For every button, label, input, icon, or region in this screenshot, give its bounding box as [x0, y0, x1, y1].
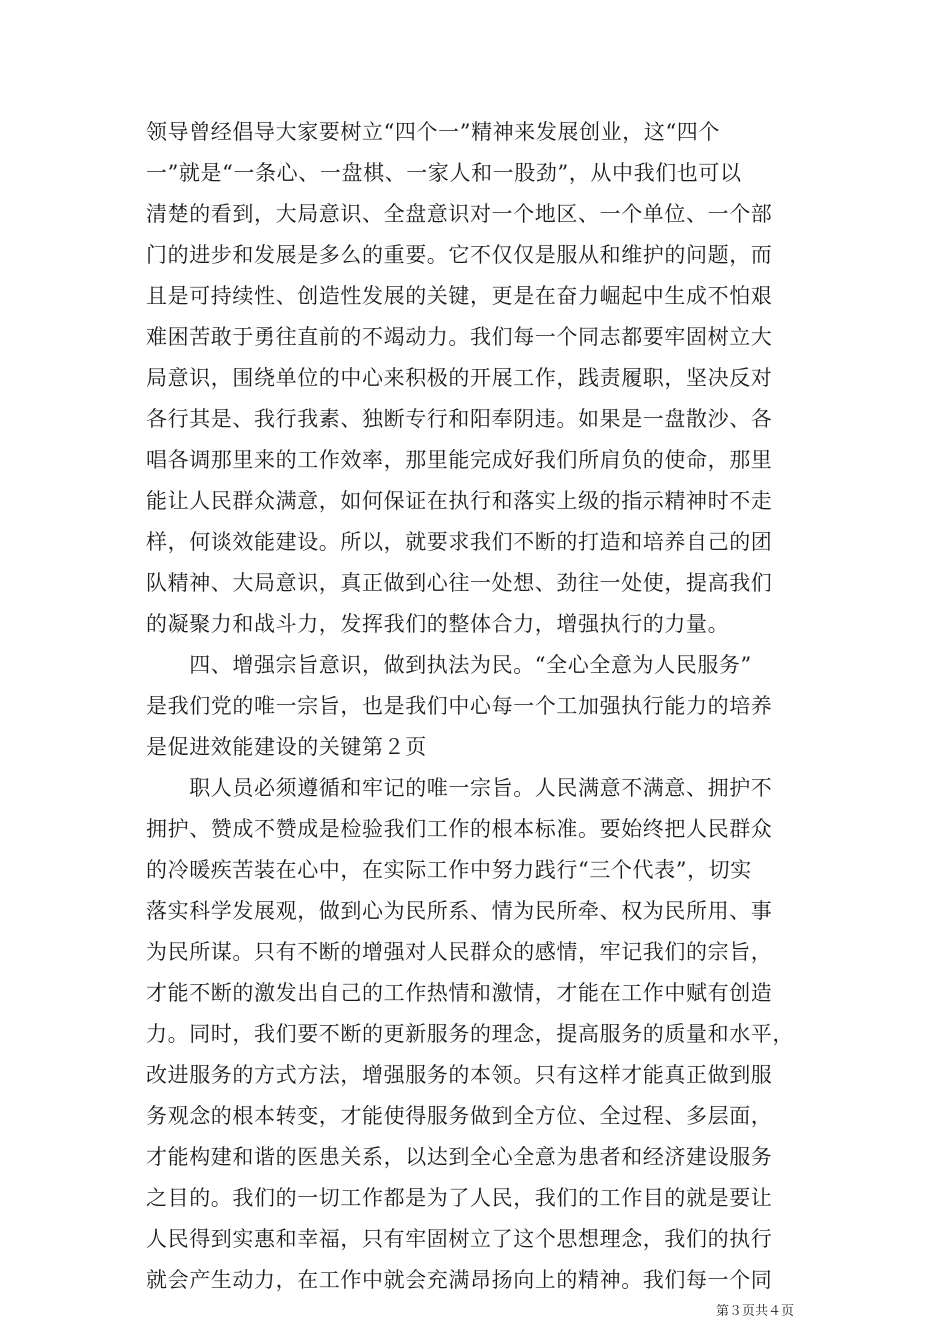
body-text-line: 就会产生动力，在工作中就会充满昂扬向上的精神。我们每一个同: [146, 1268, 773, 1292]
body-text-line: 拥护、赞成不赞成是检验我们工作的根本标准。要始终把人民群众: [146, 817, 773, 841]
section-heading-line: 四、增强宗旨意识，做到执法为民。“全心全意为人民服务”: [146, 653, 752, 677]
body-text-line: 清楚的看到，大局意识、全盘意识对一个地区、一个单位、一个部: [146, 202, 773, 226]
body-text-line: 且是可持续性、创造性发展的关键，更是在奋力崛起中生成不怕艰: [146, 284, 773, 308]
body-text-line: 是我们党的唯一宗旨，也是我们中心每一个工加强执行能力的培养: [146, 694, 773, 718]
body-text-line: 之目的。我们的一切工作都是为了人民，我们的工作目的就是要让: [146, 1186, 773, 1210]
body-text-line: 局意识，围绕单位的中心来积极的开展工作，践责履职，坚决反对: [146, 366, 773, 390]
body-text-line: 的冷暖疾苦装在心中，在实际工作中努力践行“三个代表”，切实: [146, 858, 752, 882]
body-text-line: 人民得到实惠和幸福，只有牢固树立了这个思想理念，我们的执行: [146, 1227, 773, 1251]
page-number-footer: 第３页共４页: [716, 1304, 795, 1319]
body-text-line: 难困苦敢于勇往直前的不竭动力。我们每一个同志都要牢固树立大: [146, 325, 773, 349]
paragraph-start-line: 职人员必须遵循和牢记的唯一宗旨。人民满意不满意、拥护不: [146, 776, 773, 800]
body-text-line: 是促进效能建设的关键第２页: [146, 735, 427, 759]
body-text-line: 门的进步和发展是多么的重要。它不仅仅是服从和维护的问题，而: [146, 243, 773, 267]
body-text-line: 的凝聚力和战斗力，发挥我们的整体合力，增强执行的力量。: [146, 612, 730, 636]
body-text-line: 才能构建和谐的医患关系，以达到全心全意为患者和经济建设服务: [146, 1145, 773, 1169]
body-text-line: 一”就是“一条心、一盘棋、一家人和一股劲”，从中我们也可以: [146, 161, 742, 185]
body-text-line: 唱各调那里来的工作效率，那里能完成好我们所肩负的使命，那里: [146, 448, 773, 472]
body-text-line: 队精神、大局意识，真正做到心往一处想、劲往一处使，提高我们: [146, 571, 773, 595]
body-text-line: 为民所谋。只有不断的增强对人民群众的感情，牢记我们的宗旨，: [146, 940, 773, 964]
body-text-line: 改进服务的方式方法，增强服务的本领。只有这样才能真正做到服: [146, 1063, 773, 1087]
body-text-line: 务观念的根本转变，才能使得服务做到全方位、全过程、多层面，: [146, 1104, 773, 1128]
body-text-line: 各行其是、我行我素、独断专行和阳奉阴违。如果是一盘散沙、各: [146, 407, 773, 431]
body-text-line: 才能不断的激发出自己的工作热情和激情，才能在工作中赋有创造: [146, 981, 773, 1005]
body-text-line: 样，何谈效能建设。所以，就要求我们不断的打造和培养自己的团: [146, 530, 773, 554]
body-text-line: 落实科学发展观，做到心为民所系、情为民所牵、权为民所用、事: [146, 899, 773, 923]
body-text-line: 领导曾经倡导大家要树立“四个一”精神来发展创业，这“四个: [146, 120, 721, 144]
body-text-line: 能让人民群众满意，如何保证在执行和落实上级的指示精神时不走: [146, 489, 773, 513]
body-text-line: 力。同时，我们要不断的更新服务的理念，提高服务的质量和水平，: [146, 1022, 794, 1046]
